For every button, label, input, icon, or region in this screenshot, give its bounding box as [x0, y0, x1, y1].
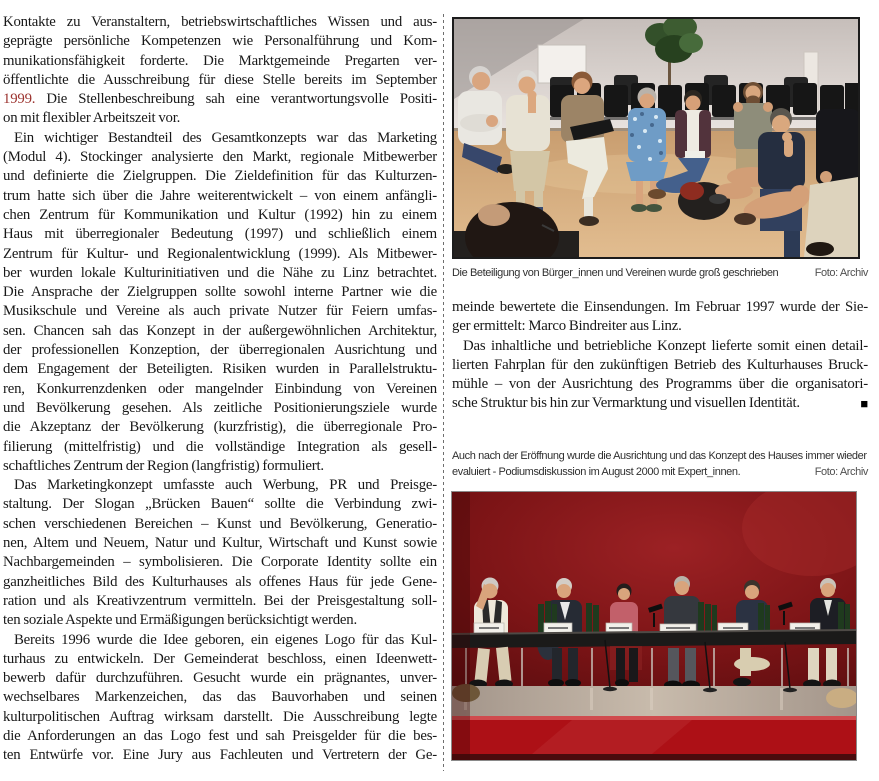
body-text-line: der professionellen Konzeption, der überregionalen Ausrichtung und	[3, 342, 437, 359]
body-text-line: ren, Konkurrenzdenken oder mangelnder Einbindung von Vereinen	[3, 380, 437, 397]
photo1-credit: Foto: Archiv	[814, 267, 868, 279]
end-of-article-marker: ■	[860, 396, 868, 412]
right-text-column	[452, 298, 868, 414]
body-text-line: geprägte persönliche Kompetenzen wie Personalführung und Kom-	[3, 33, 437, 50]
body-text-line: Nachbargemeinden – symbolisieren. Die Corporate Identity sollte ein	[3, 554, 437, 571]
photo2-caption-line1: Auch nach der Eröffnung wurde die Ausrichtung und das Konzept des Hauses immer wieder	[452, 450, 867, 462]
photo-podium-discussion-image	[452, 492, 856, 760]
body-text-line: die Anforderungen an das Logo fest und sah Preisgelder für die bes-	[3, 727, 437, 744]
body-text-line: Musikschule und Vereine als auch private Nutzer für Feiern umfas-	[3, 303, 437, 320]
body-text-line: schaftliches Zentrum der Region (langfristig) formuliert.	[3, 457, 324, 474]
body-text-line: chen Zentrum für Kommunikation und Kultur (1992) hin zu einem	[3, 206, 437, 223]
body-text-line: trum hatte sich über die Jahre weiterentwickelt – von einem anfängli-	[3, 187, 437, 204]
body-text-line: Haus mit überregionaler Bedeutung (1997) und schließlich einem	[3, 226, 437, 243]
body-text-line: Das inhaltliche und betriebliche Konzept lieferte somit einen detail-	[463, 337, 868, 354]
body-text-line: staltung. Der Slogan „Brücken Bauen“ sollte die Verbindung zwi-	[3, 496, 437, 513]
body-text-line: wechselbares Markenzeichen, das das Bauvorhaben und seinen	[3, 689, 437, 706]
year-accent: 1999.	[3, 91, 36, 108]
body-text-line: sen. Chancen sah das Konzept in der außergewöhnlichen Architektur,	[3, 322, 437, 339]
body-text-line: mühle – von der Ausrichtung des Programms über die organisatori-	[452, 376, 868, 393]
photo-podium-discussion	[451, 491, 857, 761]
photo2-caption-block	[452, 449, 868, 480]
photo2-caption-line2: evaluiert - Podiumsdiskussion im August 2000 mit Expert_innen.	[452, 465, 741, 478]
body-text-line: schen verschiedenen Bereichen – Kunst und Bevölkerung, Generatio-	[3, 515, 437, 532]
body-text-line: Zentrum für Kultur- und Regionalentwicklung (1999). Als Mitbewer-	[3, 245, 437, 262]
body-text-line: ration und als Kreativzentrum vermitteln. Bei der Preisgestaltung soll-	[3, 592, 437, 609]
column-divider	[443, 14, 444, 771]
body-text-line: Die Ansprache der Zielgruppen sollte sowohl interne Partner wie die	[3, 284, 437, 301]
body-text-line: munikationsfähigkeit forderte. Die Marktgemeinde Pregarten ver-	[3, 52, 437, 69]
body-text-line: kulturpolitischen Auftrag wirksam darstellt. Die Ausschreibung legte	[3, 708, 437, 725]
body-text-line: öffentlichte die Ausschreibung für diese Stelle bereits im September	[3, 71, 437, 88]
body-text-line: lierten Fahrplan für den zukünftigen Betrieb des Kulturhauses Bruck-	[452, 356, 868, 373]
body-text-line: und definierte die Zielgruppen. Die Zieldefinition für das Kulturzen-	[3, 168, 437, 185]
body-text-line: ten Entwürfe vor. Eine Jury aus Fachleuten und Vertretern der Ge-	[3, 747, 437, 764]
photo2-credit: Foto: Archiv	[814, 465, 868, 478]
body-text-line: filierung (mittelfristig) und die vollständige Integration als gesell-	[3, 438, 437, 455]
body-text-line: meinde bewertete die Einsendungen. Im Februar 1997 wurde der Sie-	[452, 299, 868, 315]
photo1-caption: Die Beteiligung von Bürger_innen und Vereinen wurde groß geschrieben	[452, 267, 779, 279]
photo-group-discussion-image	[454, 19, 858, 257]
body-text-line: dem Engagement der Beteiligten. Risiken wurden in Parallelstruktu-	[3, 361, 437, 378]
body-text-line: bewerb dafür durchzuführen. Gesucht wurde ein prägnantes, unver-	[3, 670, 437, 687]
body-text-line: die Akzeptanz der Bevölkerung (kurzfristig), die überregionale Pro-	[3, 419, 437, 436]
body-text-line: ■ sche Struktur bis hin zur Vermarktung und visuellen Identität.	[452, 394, 868, 413]
body-text-line: Kontakte zu Veranstaltern, betriebswirtschaftliches Wissen und aus-	[3, 14, 437, 30]
body-text-line: nen, Altem und Neuem, Natur und Kultur, Wirtschaft und Kunst sowie	[3, 535, 437, 552]
body-text-line: Bereits 1996 wurde die Idee geboren, ein eigenes Logo für das Kul-	[14, 631, 437, 648]
left-text-column	[3, 13, 437, 766]
body-text-line: ganzheitliches Bild des Kulturhauses als offenes Haus für jede Gene-	[3, 573, 437, 590]
body-text-line: 1999. Die Stellenbeschreibung sah eine verantwortungsvolle Positi-	[3, 91, 437, 108]
body-text-line: turhaus zu entwickeln. Der Gemeinderat beschloss, einen Ideenwett-	[3, 650, 437, 667]
body-text-line: Ein wichtiger Bestandteil des Gesamtkonzepts war das Marketing	[14, 129, 437, 146]
body-text-line: (Modul 4). Stockinger analysierte den Markt, regionale Mitbewerber	[3, 149, 437, 166]
body-text-line: ger ermittelt: Marco Bindreiter aus Linz.	[452, 318, 682, 335]
body-text-line: und Bevölkerung gesehen. Als zeitliche Positionierungsziele wurde	[3, 399, 437, 416]
photo1-caption-row	[452, 267, 868, 279]
body-text-line: ber wurden lokale Kulturinitiativen und die Nähe zu Linz betrachtet.	[3, 264, 437, 281]
body-text-line: on mit flexibler Arbeitszeit vor.	[3, 110, 181, 127]
body-text-line: ten soziale Aspekte und Ermäßigungen berücksichtigt werden.	[3, 612, 358, 629]
body-text-line: Das Marketingkonzept umfasste auch Werbung, PR und Preisge-	[14, 477, 437, 494]
photo-group-discussion	[452, 17, 860, 259]
